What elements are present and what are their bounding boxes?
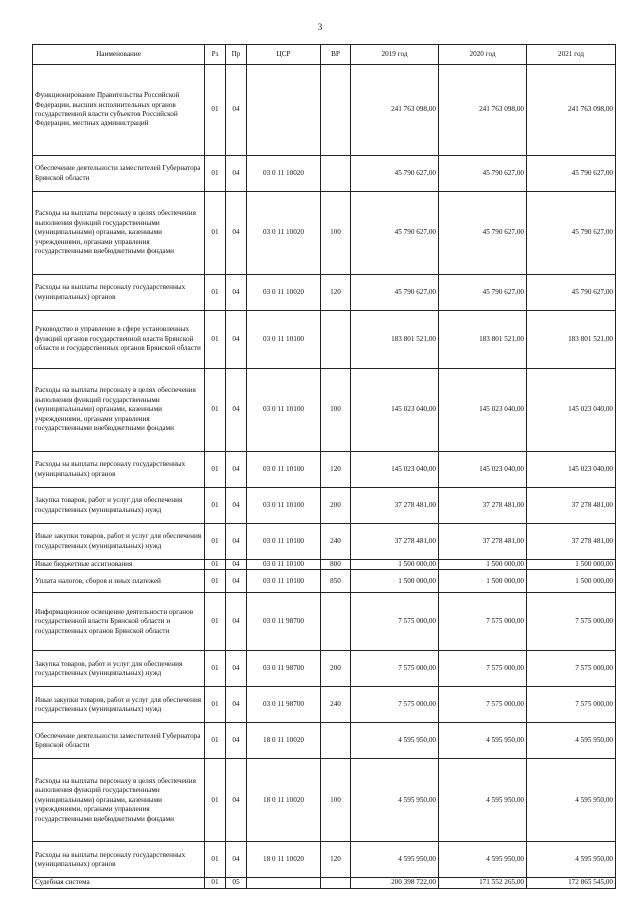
cell-name: Расходы на выплаты персоналу государственных (муниципальных) органов <box>33 275 205 311</box>
cell-csr: 03 0 11 10100 <box>247 524 321 560</box>
cell-2021: 183 801 521,00 <box>527 311 616 369</box>
cell-csr <box>247 65 321 156</box>
cell-rz: 01 <box>205 65 226 156</box>
cell-pr: 04 <box>226 759 247 842</box>
cell-2021: 145 023 040,00 <box>527 369 616 452</box>
cell-2021: 4 595 950,00 <box>527 723 616 759</box>
cell-2019: 1 500 000,00 <box>351 560 439 570</box>
cell-2020: 4 595 950,00 <box>439 723 527 759</box>
cell-vr: 240 <box>321 687 351 723</box>
cell-vr <box>321 65 351 156</box>
cell-rz: 01 <box>205 878 226 888</box>
cell-vr: 850 <box>321 570 351 593</box>
cell-2020: 145 023 040,00 <box>439 452 527 488</box>
cell-name: Руководство и управление в сфере установленных функций органов государственной власти Брянской области и государственных органов Брянской области <box>33 311 205 369</box>
table-row <box>33 687 616 723</box>
cell-vr: 120 <box>321 275 351 311</box>
cell-2020: 7 575 000,00 <box>439 593 527 651</box>
cell-2020: 7 575 000,00 <box>439 651 527 687</box>
cell-2020: 45 790 627,00 <box>439 275 527 311</box>
cell-vr <box>321 878 351 888</box>
cell-2020: 4 595 950,00 <box>439 759 527 842</box>
cell-2021: 1 500 000,00 <box>527 560 616 570</box>
cell-rz: 01 <box>205 524 226 560</box>
cell-2020: 145 023 040,00 <box>439 369 527 452</box>
table-row <box>33 560 616 570</box>
cell-2019: 45 790 627,00 <box>351 275 439 311</box>
cell-2021: 172 865 545,00 <box>527 878 616 888</box>
header-csr: ЦСР <box>247 45 321 65</box>
header-2021: 2021 год <box>527 45 616 65</box>
table-row <box>33 593 616 651</box>
cell-pr: 04 <box>226 687 247 723</box>
header-2020: 2020 год <box>439 45 527 65</box>
cell-2021: 1 500 000,00 <box>527 570 616 593</box>
cell-rz: 01 <box>205 651 226 687</box>
cell-2019: 7 575 000,00 <box>351 687 439 723</box>
header-rz: Рз <box>205 45 226 65</box>
cell-pr: 05 <box>226 878 247 888</box>
cell-csr: 03 0 11 10100 <box>247 570 321 593</box>
cell-2021: 45 790 627,00 <box>527 192 616 275</box>
cell-pr: 04 <box>226 651 247 687</box>
cell-vr <box>321 593 351 651</box>
cell-2019: 4 595 950,00 <box>351 842 439 878</box>
cell-name: Расходы на выплаты персоналу в целях обеспечения выполнения функций государственными (муниципальными) органами, казенными учреждениями, органами управления государственными внебюджетными фондами <box>33 369 205 452</box>
cell-2020: 4 595 950,00 <box>439 842 527 878</box>
cell-2019: 1 500 000,00 <box>351 570 439 593</box>
cell-name: Закупка товаров, работ и услуг для обеспечения государственных (муниципальных) нужд <box>33 651 205 687</box>
cell-rz: 01 <box>205 452 226 488</box>
cell-vr: 100 <box>321 759 351 842</box>
cell-csr: 03 0 11 10020 <box>247 192 321 275</box>
budget-table <box>32 44 616 889</box>
cell-rz: 01 <box>205 192 226 275</box>
cell-name: Обеспечение деятельности заместителей Губернатора Брянской области <box>33 723 205 759</box>
cell-rz: 01 <box>205 687 226 723</box>
cell-2020: 45 790 627,00 <box>439 192 527 275</box>
cell-csr: 03 0 11 98700 <box>247 651 321 687</box>
cell-csr: 03 0 11 10100 <box>247 560 321 570</box>
header-2019: 2019 год <box>351 45 439 65</box>
table-row <box>33 192 616 275</box>
cell-rz: 01 <box>205 593 226 651</box>
cell-2019: 37 278 481,00 <box>351 488 439 524</box>
table-row <box>33 651 616 687</box>
cell-2021: 4 595 950,00 <box>527 842 616 878</box>
cell-vr <box>321 156 351 192</box>
cell-name: Закупка товаров, работ и услуг для обеспечения государственных (муниципальных) нужд <box>33 488 205 524</box>
cell-pr: 04 <box>226 369 247 452</box>
table-row <box>33 275 616 311</box>
table-row <box>33 878 616 888</box>
cell-name: Расходы на выплаты персоналу государственных (муниципальных) органов <box>33 452 205 488</box>
cell-2021: 45 790 627,00 <box>527 156 616 192</box>
cell-2019: 241 763 098,00 <box>351 65 439 156</box>
cell-2019: 4 595 950,00 <box>351 723 439 759</box>
cell-rz: 01 <box>205 560 226 570</box>
table-row <box>33 452 616 488</box>
cell-csr <box>247 878 321 888</box>
cell-2021: 7 575 000,00 <box>527 593 616 651</box>
table-row <box>33 842 616 878</box>
cell-2019: 200 398 722,00 <box>351 878 439 888</box>
table-row <box>33 65 616 156</box>
cell-2021: 37 278 481,00 <box>527 524 616 560</box>
cell-rz: 01 <box>205 488 226 524</box>
table-body <box>33 65 616 889</box>
cell-csr: 03 0 11 10020 <box>247 275 321 311</box>
cell-vr: 100 <box>321 369 351 452</box>
cell-pr: 04 <box>226 488 247 524</box>
cell-name: Расходы на выплаты персоналу государственных (муниципальных) органов <box>33 842 205 878</box>
cell-csr: 03 0 11 98700 <box>247 687 321 723</box>
cell-pr: 04 <box>226 842 247 878</box>
cell-2021: 241 763 098,00 <box>527 65 616 156</box>
cell-2021: 4 595 950,00 <box>527 759 616 842</box>
table-header-row <box>33 45 616 65</box>
cell-2019: 183 801 521,00 <box>351 311 439 369</box>
cell-csr: 18 0 11 10020 <box>247 723 321 759</box>
cell-csr: 03 0 11 98700 <box>247 593 321 651</box>
cell-rz: 01 <box>205 759 226 842</box>
cell-pr: 04 <box>226 593 247 651</box>
cell-rz: 01 <box>205 842 226 878</box>
cell-vr: 200 <box>321 651 351 687</box>
table-row <box>33 759 616 842</box>
cell-vr: 200 <box>321 488 351 524</box>
cell-pr: 04 <box>226 311 247 369</box>
table-row <box>33 156 616 192</box>
cell-vr <box>321 311 351 369</box>
cell-2020: 1 500 000,00 <box>439 560 527 570</box>
cell-2019: 7 575 000,00 <box>351 593 439 651</box>
cell-2021: 145 023 040,00 <box>527 452 616 488</box>
cell-2020: 1 500 000,00 <box>439 570 527 593</box>
cell-2019: 145 023 040,00 <box>351 452 439 488</box>
header-pr: Пр <box>226 45 247 65</box>
table-row <box>33 488 616 524</box>
cell-2020: 241 763 098,00 <box>439 65 527 156</box>
cell-2021: 37 278 481,00 <box>527 488 616 524</box>
cell-2020: 45 790 627,00 <box>439 156 527 192</box>
cell-rz: 01 <box>205 723 226 759</box>
cell-2021: 45 790 627,00 <box>527 275 616 311</box>
cell-pr: 04 <box>226 275 247 311</box>
cell-name: Иные закупки товаров, работ и услуг для обеспечения государственных (муниципальных) нужд <box>33 524 205 560</box>
cell-csr: 03 0 11 10100 <box>247 369 321 452</box>
cell-name: Расходы на выплаты персоналу в целях обеспечения выполнения функций государственными (муниципальными) органами, казенными учреждениями, органами управления государственными внебюджетными фондами <box>33 192 205 275</box>
cell-2020: 171 552 265,00 <box>439 878 527 888</box>
table-row <box>33 524 616 560</box>
table-row <box>33 723 616 759</box>
cell-pr: 04 <box>226 192 247 275</box>
cell-pr: 04 <box>226 65 247 156</box>
cell-name: Обеспечение деятельности заместителей Губернатора Брянской области <box>33 156 205 192</box>
cell-rz: 01 <box>205 275 226 311</box>
cell-2019: 45 790 627,00 <box>351 192 439 275</box>
cell-pr: 04 <box>226 570 247 593</box>
cell-name: Иные закупки товаров, работ и услуг для обеспечения государственных (муниципальных) нужд <box>33 687 205 723</box>
cell-pr: 04 <box>226 524 247 560</box>
cell-pr: 04 <box>226 723 247 759</box>
cell-2019: 4 595 950,00 <box>351 759 439 842</box>
cell-2020: 183 801 521,00 <box>439 311 527 369</box>
cell-csr: 18 0 11 10020 <box>247 759 321 842</box>
cell-vr <box>321 723 351 759</box>
cell-vr: 100 <box>321 192 351 275</box>
page-number: 3 <box>317 22 323 32</box>
cell-csr: 03 0 11 10100 <box>247 311 321 369</box>
cell-name: Уплата налогов, сборов и иных платежей <box>33 570 205 593</box>
table-row <box>33 311 616 369</box>
cell-2019: 37 278 481,00 <box>351 524 439 560</box>
header-name: Наименование <box>33 45 205 65</box>
table-row <box>33 369 616 452</box>
cell-2019: 7 575 000,00 <box>351 651 439 687</box>
cell-name: Информационное освещение деятельности органов государственной власти Брянской области и государственных органов Брянской области <box>33 593 205 651</box>
cell-vr: 120 <box>321 452 351 488</box>
cell-vr: 120 <box>321 842 351 878</box>
cell-2021: 7 575 000,00 <box>527 687 616 723</box>
header-vr: ВР <box>321 45 351 65</box>
cell-2019: 145 023 040,00 <box>351 369 439 452</box>
cell-csr: 03 0 11 10100 <box>247 488 321 524</box>
cell-csr: 03 0 11 10100 <box>247 452 321 488</box>
cell-pr: 04 <box>226 156 247 192</box>
cell-csr: 03 0 11 10020 <box>247 156 321 192</box>
cell-vr: 240 <box>321 524 351 560</box>
cell-rz: 01 <box>205 156 226 192</box>
cell-rz: 01 <box>205 570 226 593</box>
cell-vr: 800 <box>321 560 351 570</box>
cell-name: Судебная система <box>33 878 205 888</box>
cell-pr: 04 <box>226 452 247 488</box>
cell-2020: 37 278 481,00 <box>439 524 527 560</box>
cell-2020: 7 575 000,00 <box>439 687 527 723</box>
table-row <box>33 570 616 593</box>
cell-rz: 01 <box>205 311 226 369</box>
cell-csr: 18 0 11 10020 <box>247 842 321 878</box>
cell-2020: 37 278 481,00 <box>439 488 527 524</box>
cell-name: Функционирование Правительства Российской Федерации, высших исполнительных органов государственной власти субъектов Российской Федерации, местных администраций <box>33 65 205 156</box>
cell-name: Иные бюджетные ассигнования <box>33 560 205 570</box>
cell-name: Расходы на выплаты персоналу в целях обеспечения выполнения функций государственными (муниципальными) органами, казенными учреждениями, органами управления государственными внебюджетными фондами <box>33 759 205 842</box>
cell-pr: 04 <box>226 560 247 570</box>
cell-2021: 7 575 000,00 <box>527 651 616 687</box>
cell-2019: 45 790 627,00 <box>351 156 439 192</box>
cell-rz: 01 <box>205 369 226 452</box>
